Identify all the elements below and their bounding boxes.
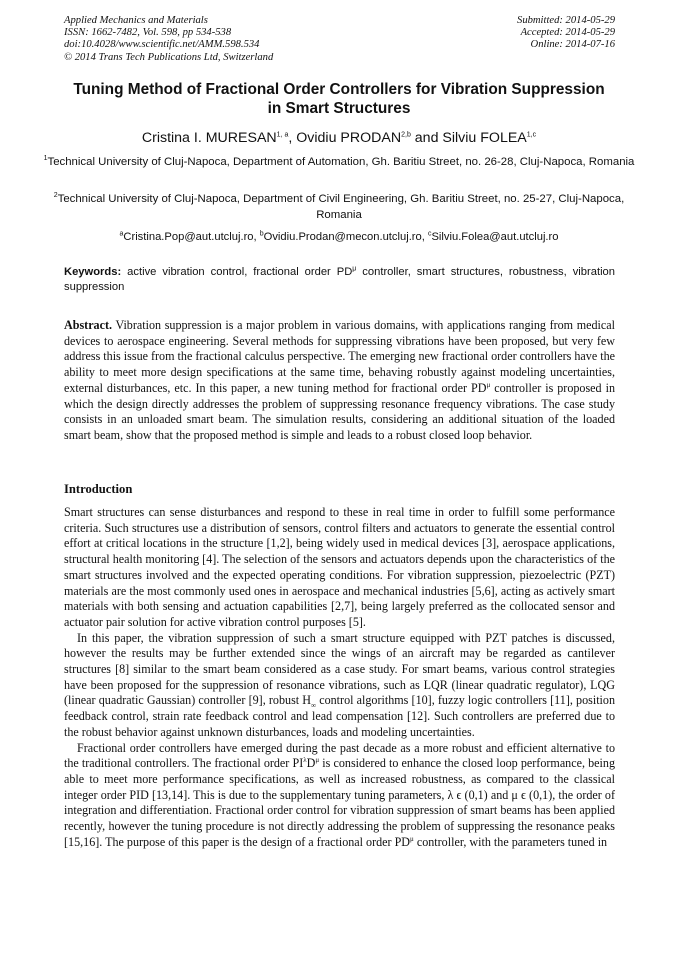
lambda-symbol: λ <box>303 756 307 765</box>
dates-header <box>517 15 615 52</box>
keywords-text: active vibration control, fractional order PD <box>121 266 353 278</box>
infinity-subscript: ∞ <box>311 701 317 710</box>
author-1-affil: 1, a <box>276 131 289 139</box>
paragraph <box>64 631 615 741</box>
paper-title <box>40 80 638 118</box>
author-3-affil: 1,c <box>526 131 537 139</box>
mu-symbol: μ <box>410 834 414 843</box>
abstract-label: Abstract. <box>64 318 113 332</box>
email-marker: b <box>259 230 264 238</box>
author-emails <box>20 230 658 244</box>
journal-header <box>64 15 273 64</box>
abstract-text: controller is proposed in which the design directly addresses the problem of suppressing resonance frequency vibrations. The case study consists in an unloaded smart beam. The simulation results, considering an additional situation of the loaded smart beam, show that the proposed method is simple and leads to a robust closed loop behavior. <box>64 380 615 442</box>
online-date: Online: 2014-07-16 <box>530 39 615 51</box>
author-sep: and <box>410 130 443 146</box>
paragraph-text: D <box>306 756 316 771</box>
keywords <box>64 265 615 294</box>
email-marker: a <box>119 230 124 238</box>
email-link[interactable]: Silviu.Folea@aut.utcluj.ro <box>431 231 559 243</box>
submitted-date: Submitted: 2014-05-29 <box>517 15 615 26</box>
email-marker: c <box>427 230 432 238</box>
author-2-affil: 2,b <box>401 131 411 139</box>
paragraph-text: control algorithms [10], fuzzy logic controllers [11], position feedback control, strain rate feedback control and lead compensation [12]. Such controllers are preferred due to the robust behavior against unknown disturbances, loads and modeling uncertainties. <box>64 693 616 739</box>
paragraph <box>64 741 615 851</box>
journal-name: Applied Mechanics and Materials <box>64 15 208 26</box>
copyright: © 2014 Trans Tech Publications Ltd, Switzerland <box>64 51 274 63</box>
introduction-body <box>64 505 615 850</box>
abstract <box>64 318 615 444</box>
affiliation-1 <box>40 155 638 171</box>
keywords-text: controller, smart structures, robustness, vibration suppression <box>64 266 615 293</box>
email-link[interactable]: Ovidiu.Prodan@mecon.utcluj.ro, <box>263 231 428 243</box>
mu-symbol: μ <box>486 380 491 389</box>
affiliation-2 <box>40 192 638 223</box>
paragraph-text: In this paper, the vibration suppression of such a smart structure equipped with PZT patches is discussed, however the results may be further extended since the wings of an aircraft may be regarded as cantilever structures [8] similar to the smart beam considered as a case study. For smart beams, various control strategies have been proposed for the suppression of resonance vibrations, such as LQR (linear quadratic regulator), LQG (linear quadratic Gaussian) controller [9], robust H <box>64 630 615 708</box>
author-sep: , <box>288 130 297 146</box>
paragraph: Smart structures can sense disturbances and respond to these in real time in order to fulfill some performance criteria. Such structures use a distribution of sensors, control filters and actuators to generate the essential control effort at critical locations in the structure [1,2], being widely used in medical devices [3], aerospace applications, structural health monitoring [4]. The selection of the sensors and actuators depends upon the characteristics of the smart structures involved and the expected operating conditions. For vibration suppression, piezoelectric (PZT) materials are the most commonly used ones in aerospace and mechanical industries [5,6], acting as actively smart materials with both sensing and actuation capabilities [2,7], being largely preferred as the collocated sensor and actuator pair solution for active vibration control purposes [5]. <box>64 505 615 629</box>
doi: doi:10.4028/www.scientific.net/AMM.598.534 <box>64 39 260 51</box>
paragraph-text: is considered to enhance the closed loop performance, being able to meet more performance specifications, as well as increased robustness, as compared to the classical integer order PID [13,14]. This is due to the supplementary tuning parameters, λ ϵ (0,1) and μ ϵ (0,1), the order of integration and differentiation. Fractional order control for vibration suppression of smart beams has been applied recently, however the tuning procedure is not directly addressing the problem of suppressing the resonance peaks [15,16]. The purpose of this paper is the design of a fractional order PD <box>64 756 615 849</box>
abstract-text: Vibration suppression is a major problem in various domains, with applications ranging from medical devices to aerospace engineering. Several methods for suppressing vibrations have been proposed, but very few address this issue from the fractional calculus perspective. The emerging new fractional order controllers have the ability to meet more design specifications at the same time, behaving robustly against modeling uncertainties, external disturbances, etc. In this paper, a new tuning method for fractional order PD <box>64 318 615 395</box>
authors <box>20 129 658 147</box>
title-line-1: Tuning Method of Fractional Order Controllers for Vibration Suppression <box>73 81 605 98</box>
email-link[interactable]: Cristina.Pop@aut.utcluj.ro, <box>123 231 260 243</box>
affil-marker: 2 <box>53 192 58 200</box>
affil-text: Technical University of Cluj-Napoca, Department of Civil Engineering, Gh. Baritiu Street, no. 25-27, Cluj-Napoca, Romania <box>57 193 625 221</box>
keywords-label: Keywords: <box>64 266 122 278</box>
affil-marker: 1 <box>43 155 48 163</box>
issn: ISSN: 1662-7482, Vol. 598, pp 534-538 <box>64 27 232 39</box>
accepted-date: Accepted: 2014-05-29 <box>520 27 615 39</box>
section-heading-introduction: Introduction <box>64 482 133 496</box>
mu-symbol: μ <box>352 265 357 273</box>
paragraph-text: controller, with the parameters tuned in <box>413 834 608 849</box>
author-1: Cristina I. MURESAN <box>141 130 277 146</box>
paragraph-text: Fractional order controllers have emerged during the past decade as a more robust and efficient alternative to the traditional controllers. The fractional order PI <box>64 740 615 771</box>
mu-symbol: μ <box>315 756 320 765</box>
author-3: Silviu FOLEA <box>442 130 527 146</box>
author-2: Ovidiu PRODAN <box>296 130 402 146</box>
title-line-2: in Smart Structures <box>267 100 411 117</box>
affil-text: Technical University of Cluj-Napoca, Department of Automation, Gh. Baritiu Street, no. 26-28, Cluj-Napoca, Romania <box>47 156 635 168</box>
